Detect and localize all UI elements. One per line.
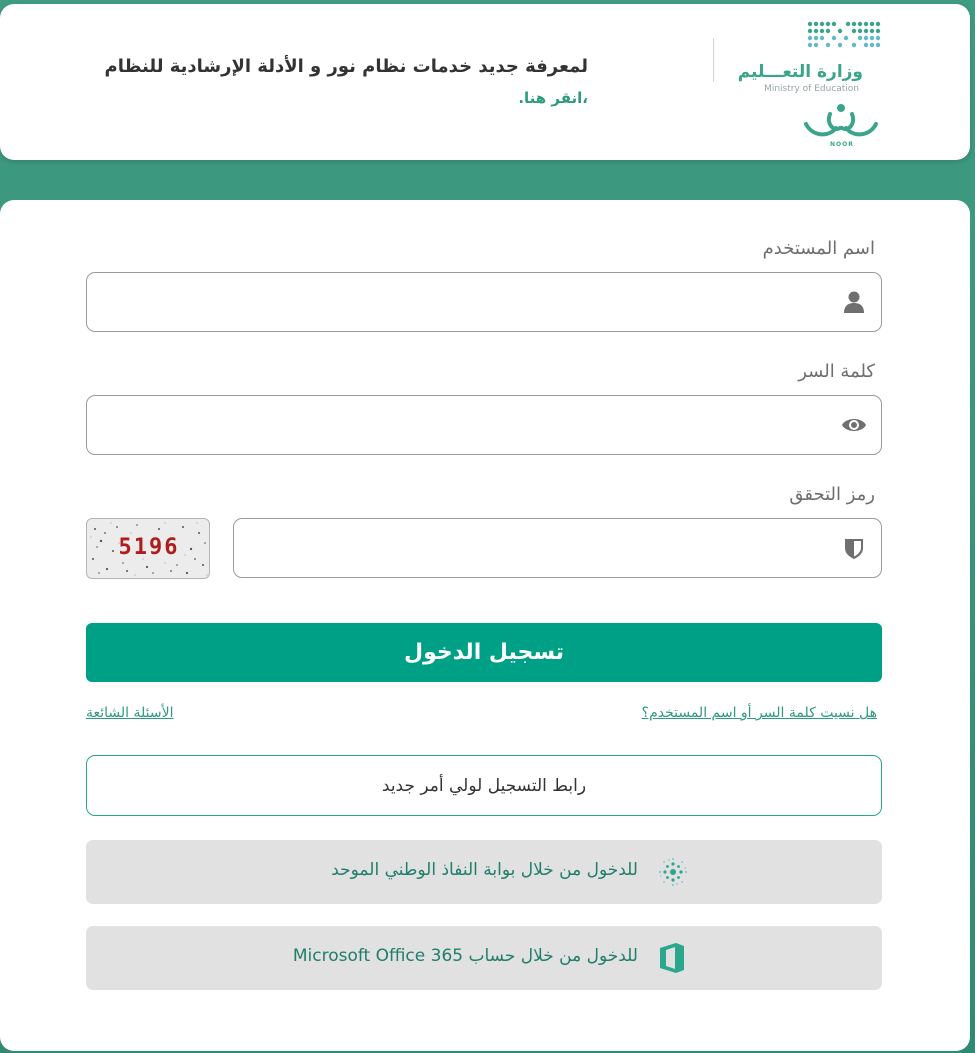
ministry-name-en: Ministry of Education: [764, 84, 859, 94]
noor-label: NOOR: [830, 141, 854, 148]
office365-login-button[interactable]: [86, 926, 882, 990]
noor-logo-icon: [802, 102, 880, 142]
shield-icon: [841, 535, 867, 561]
password-label: كلمة السر: [798, 361, 875, 382]
nafath-label: للدخول من خلال بوابة النفاذ الوطني الموحد: [331, 860, 638, 880]
captcha-input[interactable]: [246, 519, 816, 577]
captcha-field[interactable]: [233, 518, 882, 578]
username-input[interactable]: [99, 273, 819, 331]
password-input[interactable]: [99, 396, 819, 454]
header-text: [28, 56, 588, 107]
captcha-code: 5196: [118, 535, 180, 560]
header-card: [0, 4, 970, 160]
faq-link[interactable]: الأسئلة الشائعة: [86, 705, 174, 721]
ministry-logo: [737, 18, 885, 148]
register-guardian-button[interactable]: رابط التسجيل لولي أمر جديد: [86, 755, 882, 816]
forgot-credentials-link[interactable]: هل نسيت كلمة السر أو اسم المستخدم؟: [641, 705, 877, 721]
username-field[interactable]: [86, 272, 882, 332]
click-here-link[interactable]: ،انقر هنا.: [518, 89, 588, 107]
login-card: [0, 200, 970, 1051]
login-button[interactable]: تسجيل الدخول: [86, 623, 882, 682]
nafath-login-button[interactable]: [86, 840, 882, 904]
office365-label: للدخول من خلال حساب Microsoft Office 365: [292, 946, 638, 966]
nafath-icon: [657, 856, 689, 888]
captcha-label: رمز التحقق: [789, 484, 875, 505]
password-field[interactable]: [86, 395, 882, 455]
user-icon: [841, 289, 867, 315]
username-label: اسم المستخدم: [762, 238, 875, 259]
header-title: لمعرفة جديد خدمات نظام نور و الأدلة الإرشادية للنظام: [104, 56, 588, 77]
header-divider: [713, 38, 714, 82]
ministry-name-ar: وزارة التعـــليم: [737, 62, 863, 82]
eye-icon[interactable]: [841, 412, 867, 438]
ministry-dots-icon: [806, 18, 886, 56]
office-icon: [658, 942, 686, 974]
captcha-image: [86, 518, 210, 579]
